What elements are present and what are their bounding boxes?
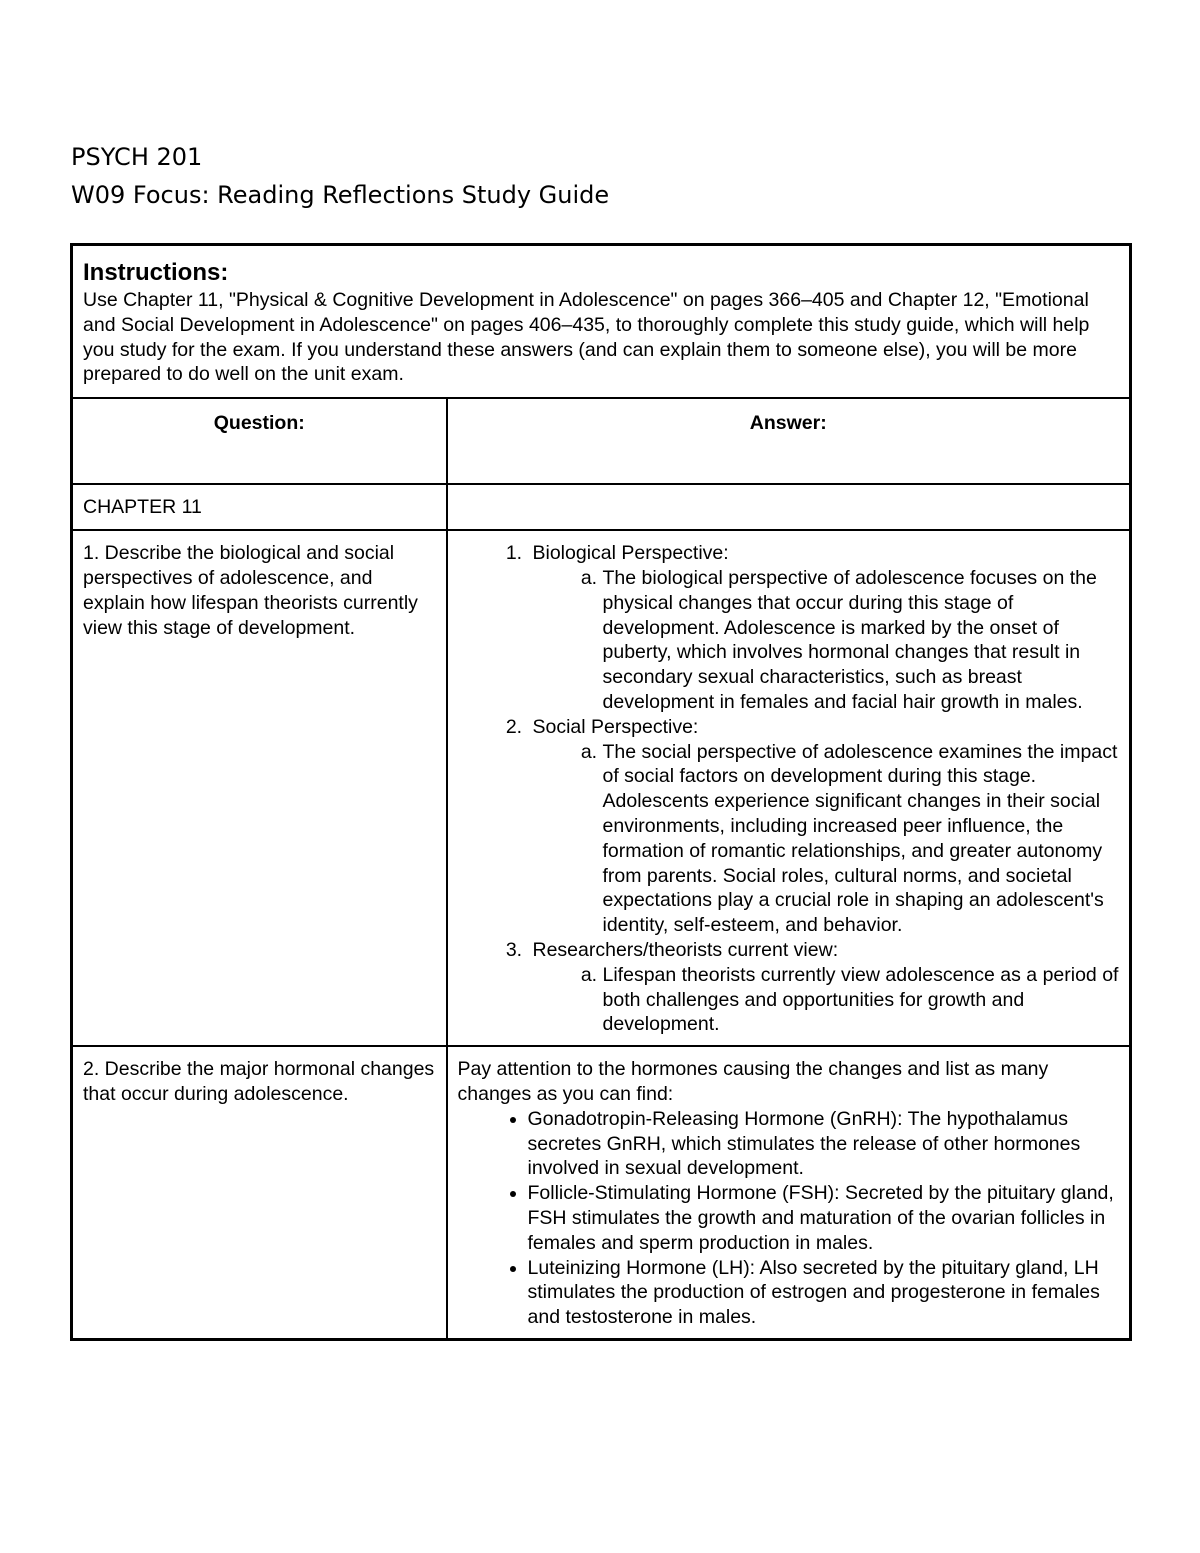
list-item-title: Social Perspective:	[532, 715, 699, 738]
answer-2-list	[458, 1107, 1120, 1330]
table-row	[72, 1046, 1131, 1339]
instructions-cell	[72, 245, 1131, 399]
answer-2	[447, 1046, 1131, 1339]
document-subtitle: W09 Focus: Reading Reflections Study Guide	[71, 181, 610, 209]
study-guide-table	[70, 243, 1132, 1341]
instructions-row	[72, 245, 1131, 399]
list-item-detail: a. The social perspective of adolescence examines the impact of social factors on development during this stage. Adolescents experience significant changes in their social environments, including increased peer influence, the formation of romantic relationships, and greater autonomy from parents. Social roles, cultural norms, and societal expectations play a crucial role in shaping an adolescent's identity, self-esteem, and behavior.	[603, 740, 1120, 938]
answer-2-intro: Pay attention to the hormones causing the changes and list as many changes as you can find:	[457, 1058, 1049, 1105]
list-item: • Follicle-Stimulating Hormone (FSH): Secreted by the pituitary gland, FSH stimulates the growth and maturation of the ovarian follicles in females and sperm production in males.	[528, 1181, 1120, 1255]
list-item	[528, 715, 1120, 938]
chapter-row	[72, 484, 1131, 530]
list-item	[528, 938, 1120, 1037]
question-column-header: Question:	[72, 398, 447, 484]
column-header-row	[72, 398, 1131, 484]
instructions-text: Use Chapter 11, "Physical & Cognitive Development in Adolescence" on pages 366–405 and Chapter 12, "Emotional and Social Development in Adolescence" on pages 406–435, to thoroughly complete this study guide, which will help you study for the exam. If you understand these answers (and can explain them to someone else), you will be more prepared to do well on the unit exam.	[83, 289, 1090, 386]
chapter-label: CHAPTER 11	[72, 484, 447, 530]
table-row	[72, 530, 1131, 1046]
list-item-title: Biological Perspective:	[532, 542, 729, 565]
list-item-detail: a. The biological perspective of adolescence focuses on the physical changes that occur during this stage of development. Adolescence is marked by the onset of puberty, which involves hormonal changes that result in secondary sexual characteristics, such as breast development in females and facial hair growth in males.	[603, 566, 1120, 715]
chapter-answer-cell	[447, 484, 1131, 530]
instructions-heading: Instructions:	[83, 259, 229, 286]
list-item: • Luteinizing Hormone (LH): Also secreted by the pituitary gland, LH stimulates the production of estrogen and progesterone in females and testosterone in males.	[528, 1256, 1120, 1330]
answer-column-header: Answer:	[447, 398, 1131, 484]
question-2: 2. Describe the major hormonal changes that occur during adolescence.	[72, 1046, 447, 1339]
question-1: 1. Describe the biological and social perspectives of adolescence, and explain how lifespan theorists currently view this stage of development.	[72, 530, 447, 1046]
course-title: PSYCH 201	[71, 143, 203, 171]
answer-1-list	[458, 541, 1120, 1037]
list-item: • Gonadotropin-Releasing Hormone (GnRH): The hypothalamus secretes GnRH, which stimulates the release of other hormones involved in sexual development.	[528, 1107, 1120, 1181]
list-item-title: Researchers/theorists current view:	[532, 938, 839, 961]
list-item-detail: a. Lifespan theorists currently view adolescence as a period of both challenges and opportunities for growth and development.	[603, 963, 1120, 1037]
answer-1	[447, 530, 1131, 1046]
list-item	[528, 541, 1120, 715]
